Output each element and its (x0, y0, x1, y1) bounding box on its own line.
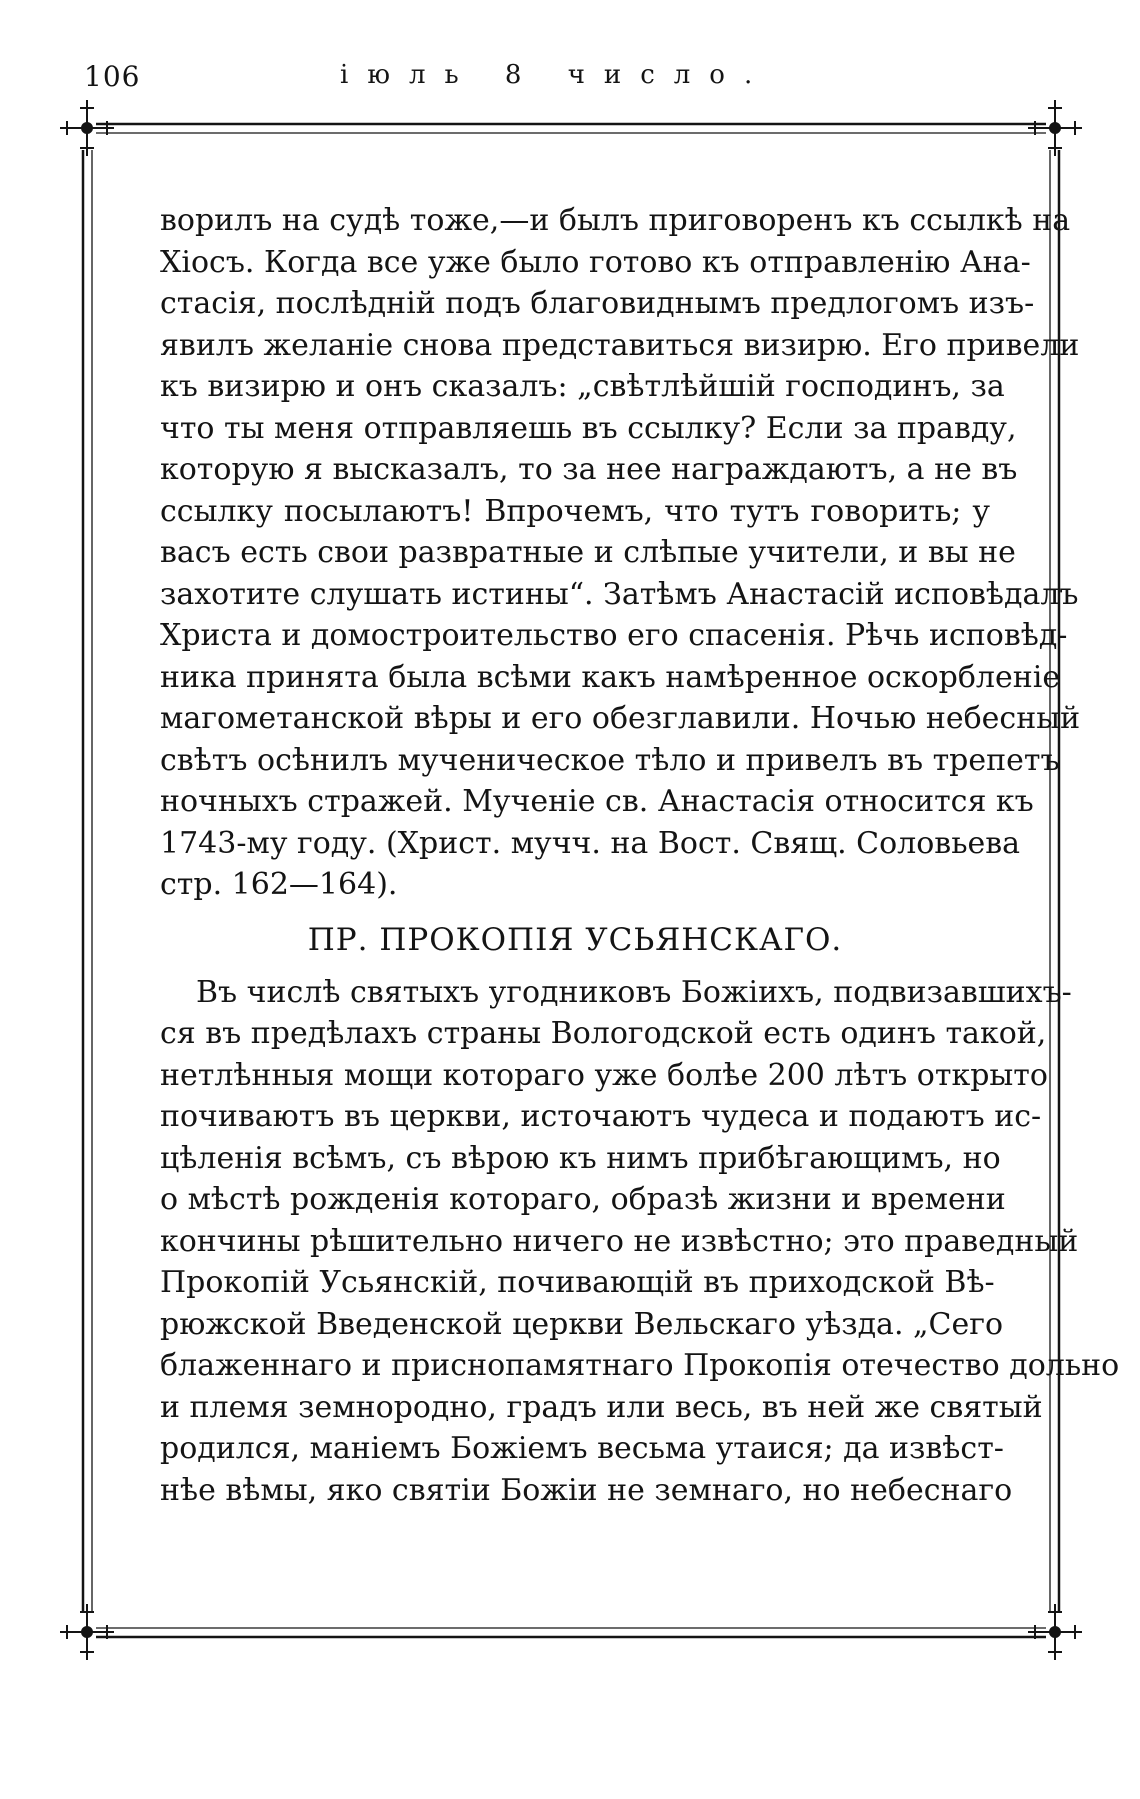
main-text (160, 200, 1120, 1511)
text-line: родился, маніемъ Божіемъ весьма утаися; да извѣст- (160, 1431, 1004, 1466)
text-line: ночныхъ стражей. Мученіе св. Анастасія относится къ (160, 784, 1034, 819)
text-line: стасія, послѣдній подъ благовиднымъ предлогомъ изъ- (160, 286, 1035, 321)
text-line: нѣе вѣмы, яко святіи Божіи не земнаго, но небеснаго (160, 1472, 1013, 1508)
page-number: 106 (84, 60, 141, 93)
running-title: іюль 8 число. (340, 60, 772, 90)
text-line: къ визирю и онъ сказалъ: „свѣтлѣйшій господинъ, за (160, 369, 1005, 404)
text-line: захотите слушать истины“. Затѣмъ Анастасій исповѣдалъ (160, 576, 1079, 612)
text-line: и племя земнородно, градъ или весь, въ ней же святый (160, 1389, 1043, 1425)
corner-ornament-top-right (1028, 100, 1082, 156)
text-line: нетлѣнныя мощи котораго уже болѣе 200 лѣтъ открыто (160, 1057, 1048, 1093)
text-line: Въ числѣ святыхъ угодниковъ Божіихъ, подвизавшихъ- (196, 974, 1072, 1010)
text-line: стр. 162—164). (160, 867, 398, 902)
text-line: ссылку посылаютъ! Впрочемъ, что тутъ говорить; у (160, 493, 990, 529)
text-line: блаженнаго и приснопамятнаго Прокопія отечество дольно (160, 1348, 1120, 1383)
text-line: которую я высказалъ, то за нее награждаютъ, а не въ (160, 452, 1018, 487)
section-heading: ПР. ПРОКОПІЯ УСЬЯНСКАГО. (307, 921, 843, 958)
corner-ornament-top-left (60, 100, 114, 156)
text-line: кончины рѣшительно ничего не извѣстно; это праведный (160, 1223, 1079, 1259)
text-line: цѣленія всѣмъ, съ вѣрою къ нимъ прибѣгающимъ, но (160, 1140, 1001, 1176)
paragraph-procopius-ustyansky (160, 972, 1120, 1512)
text-line: 1743-му году. (Христ. мучч. на Вост. Свящ. Соловьева (160, 825, 1021, 861)
text-line: почиваютъ въ церкви, источаютъ чудеса и подаютъ ис- (160, 1099, 1042, 1134)
page-header (0, 54, 1140, 104)
text-line: что ты меня отправляешь въ ссылку? Если за правду, (160, 410, 1017, 446)
text-line: рюжской Введенской церкви Вельскаго уѣзда. „Сего (160, 1306, 1004, 1342)
text-line: ворилъ на судѣ тоже,—и былъ приговоренъ къ ссылкѣ на (160, 203, 1071, 238)
text-line: ся въ предѣлахъ страны Вологодской есть одинъ такой, (160, 1016, 1047, 1051)
text-line: Прокопій Усьянскій, почивающій въ приходской Вѣ- (160, 1265, 995, 1300)
corner-ornament-bottom-right (1028, 1604, 1082, 1660)
text-line: магометанской вѣры и его обезглавили. Ночью небесный (160, 701, 1081, 736)
text-line: явилъ желаніе снова представиться визирю. Его привели (160, 327, 1080, 363)
text-line: Хіосъ. Когда все уже было готово къ отправленію Ана- (160, 244, 1031, 280)
text-line: Христа и домостроительство его спасенія. Рѣчь исповѣд- (160, 618, 1068, 653)
text-line: васъ есть свои развратные и слѣпые учители, и вы не (160, 535, 1016, 570)
paragraph-anastasius-martyrdom (160, 200, 1081, 906)
text-line: ника принята была всѣми какъ намѣренное оскорбленіе (160, 659, 1061, 695)
text-line: свѣтъ осѣнилъ мученическое тѣло и привелъ въ трепетъ (160, 742, 1060, 778)
text-line: о мѣстѣ рожденія котораго, образѣ жизни и времени (160, 1182, 1006, 1217)
corner-ornament-bottom-left (60, 1604, 114, 1660)
